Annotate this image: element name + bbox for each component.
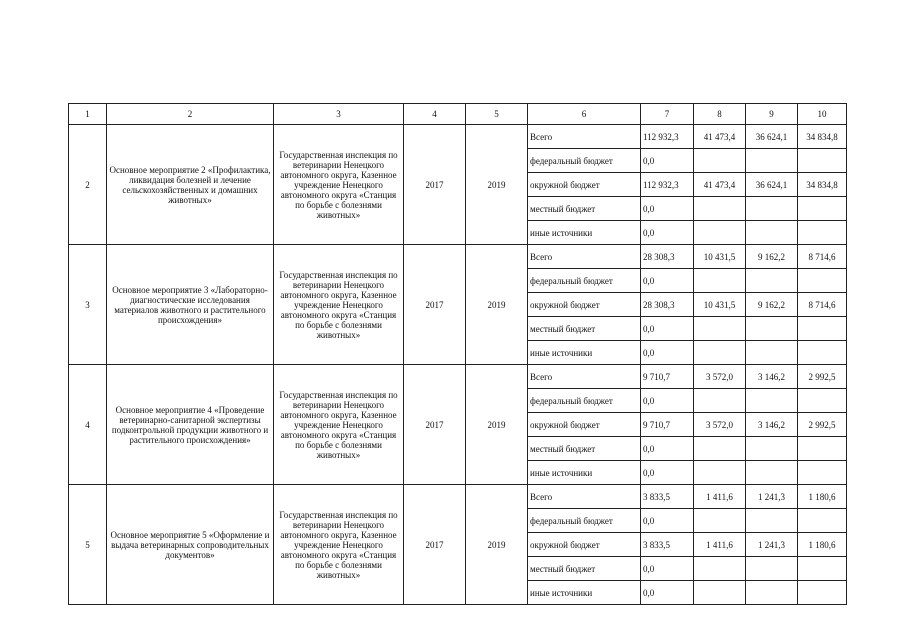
funding-source: окружной бюджет [528,533,641,557]
funding-source: Всего [528,365,641,389]
amount-year-3 [798,389,847,413]
row-number: 4 [69,365,107,485]
amount-total: 0,0 [641,269,694,293]
amount-year-2 [746,389,798,413]
amount-year-2: 36 624,1 [746,173,798,197]
amount-year-2 [746,341,798,365]
amount-total: 112 932,3 [641,173,694,197]
amount-year-3 [798,149,847,173]
amount-year-2: 1 241,3 [746,485,798,509]
amount-year-2 [746,317,798,341]
amount-year-3 [798,341,847,365]
amount-total: 0,0 [641,557,694,581]
amount-total: 0,0 [641,341,694,365]
amount-year-1 [694,509,746,533]
amount-year-2: 1 241,3 [746,533,798,557]
funding-source: федеральный бюджет [528,149,641,173]
amount-year-3 [798,461,847,485]
amount-year-1 [694,149,746,173]
header-cell: 2 [107,104,274,125]
amount-year-3 [798,437,847,461]
amount-year-2 [746,437,798,461]
amount-year-2 [746,221,798,245]
executor: Государственная инспекция по ветеринарии Ненецкого автономного округа, Казенное учреждение Ненецкого автономного округа «Станция по борьбе с болезнями животных» [274,485,404,605]
funding-source: иные источники [528,341,641,365]
amount-year-1 [694,269,746,293]
amount-year-1: 10 431,5 [694,245,746,269]
amount-year-3: 2 992,5 [798,413,847,437]
amount-year-3 [798,269,847,293]
amount-year-1: 1 411,6 [694,533,746,557]
table-row [69,365,847,389]
amount-total: 112 932,3 [641,125,694,149]
activity-name: Основное мероприятие 3 «Лабораторно-диагностические исследования материалов животного и растительного происхождения» [107,245,274,365]
amount-year-2 [746,509,798,533]
funding-source: местный бюджет [528,197,641,221]
amount-total: 0,0 [641,437,694,461]
amount-year-1 [694,221,746,245]
amount-total: 0,0 [641,389,694,413]
funding-source: иные источники [528,461,641,485]
amount-year-3 [798,581,847,605]
funding-source: федеральный бюджет [528,509,641,533]
table-body [69,104,847,605]
amount-year-2 [746,269,798,293]
header-cell: 8 [694,104,746,125]
start-year: 2017 [404,125,466,245]
amount-year-1: 3 572,0 [694,413,746,437]
header-cell: 10 [798,104,847,125]
end-year: 2019 [466,125,528,245]
table-row [69,125,847,149]
amount-total: 3 833,5 [641,533,694,557]
header-cell: 6 [528,104,641,125]
funding-source: Всего [528,125,641,149]
amount-year-3 [798,557,847,581]
amount-total: 0,0 [641,197,694,221]
funding-source: Всего [528,485,641,509]
amount-total: 0,0 [641,149,694,173]
header-cell: 9 [746,104,798,125]
amount-year-1 [694,581,746,605]
start-year: 2017 [404,245,466,365]
amount-year-1: 1 411,6 [694,485,746,509]
amount-total: 0,0 [641,461,694,485]
amount-total: 0,0 [641,581,694,605]
amount-total: 28 308,3 [641,293,694,317]
amount-year-3: 8 714,6 [798,245,847,269]
amount-year-3 [798,197,847,221]
amount-year-2: 9 162,2 [746,293,798,317]
amount-year-1: 41 473,4 [694,173,746,197]
amount-year-3: 2 992,5 [798,365,847,389]
end-year: 2019 [466,245,528,365]
activity-name: Основное мероприятие 4 «Проведение ветеринарно-санитарной экспертизы подконтрольной продукции животного и растительного происхождения» [107,365,274,485]
executor: Государственная инспекция по ветеринарии Ненецкого автономного округа, Казенное учреждение Ненецкого автономного округа «Станция по борьбе с болезнями животных» [274,125,404,245]
row-number: 3 [69,245,107,365]
amount-year-2: 36 624,1 [746,125,798,149]
header-cell: 3 [274,104,404,125]
end-year: 2019 [466,485,528,605]
funding-source: окружной бюджет [528,413,641,437]
row-number: 5 [69,485,107,605]
amount-year-1 [694,317,746,341]
amount-year-1: 41 473,4 [694,125,746,149]
funding-source: иные источники [528,581,641,605]
amount-year-3: 8 714,6 [798,293,847,317]
amount-year-3 [798,221,847,245]
start-year: 2017 [404,485,466,605]
amount-year-2: 3 146,2 [746,413,798,437]
funding-source: федеральный бюджет [528,389,641,413]
amount-year-1 [694,197,746,221]
row-number: 2 [69,125,107,245]
amount-year-1 [694,389,746,413]
executor: Государственная инспекция по ветеринарии Ненецкого автономного округа, Казенное учреждение Ненецкого автономного округа «Станция по борьбе с болезнями животных» [274,245,404,365]
executor: Государственная инспекция по ветеринарии Ненецкого автономного округа, Казенное учреждение Ненецкого автономного округа «Станция по борьбе с болезнями животных» [274,365,404,485]
funding-source: Всего [528,245,641,269]
amount-year-3: 34 834,8 [798,125,847,149]
header-cell: 1 [69,104,107,125]
amount-total: 3 833,5 [641,485,694,509]
amount-year-1 [694,557,746,581]
amount-total: 0,0 [641,317,694,341]
amount-year-1 [694,461,746,485]
funding-source: местный бюджет [528,317,641,341]
funding-source: местный бюджет [528,437,641,461]
amount-total: 28 308,3 [641,245,694,269]
amount-year-1: 3 572,0 [694,365,746,389]
amount-year-3 [798,509,847,533]
end-year: 2019 [466,365,528,485]
amount-year-3: 34 834,8 [798,173,847,197]
start-year: 2017 [404,365,466,485]
amount-year-2 [746,461,798,485]
amount-year-3 [798,317,847,341]
table-row [69,245,847,269]
funding-source: окружной бюджет [528,173,641,197]
amount-year-3: 1 180,6 [798,485,847,509]
amount-year-1 [694,437,746,461]
amount-year-2 [746,581,798,605]
amount-year-2: 3 146,2 [746,365,798,389]
amount-year-1: 10 431,5 [694,293,746,317]
amount-total: 0,0 [641,221,694,245]
amount-year-2: 9 162,2 [746,245,798,269]
amount-year-2 [746,197,798,221]
funding-source: федеральный бюджет [528,269,641,293]
funding-source: местный бюджет [528,557,641,581]
header-row [69,104,847,125]
amount-total: 9 710,7 [641,365,694,389]
header-cell: 5 [466,104,528,125]
amount-total: 0,0 [641,509,694,533]
amount-year-1 [694,341,746,365]
funding-source: окружной бюджет [528,293,641,317]
funding-table [68,103,847,605]
amount-year-2 [746,149,798,173]
amount-year-3: 1 180,6 [798,533,847,557]
funding-source: иные источники [528,221,641,245]
header-cell: 7 [641,104,694,125]
amount-year-2 [746,557,798,581]
amount-total: 9 710,7 [641,413,694,437]
activity-name: Основное мероприятие 5 «Оформление и выдача ветеринарных сопроводительных документов» [107,485,274,605]
header-cell: 4 [404,104,466,125]
activity-name: Основное мероприятие 2 «Профилактика, ликвидация болезней и лечение сельскохозяйственных и домашних животных» [107,125,274,245]
table-row [69,485,847,509]
